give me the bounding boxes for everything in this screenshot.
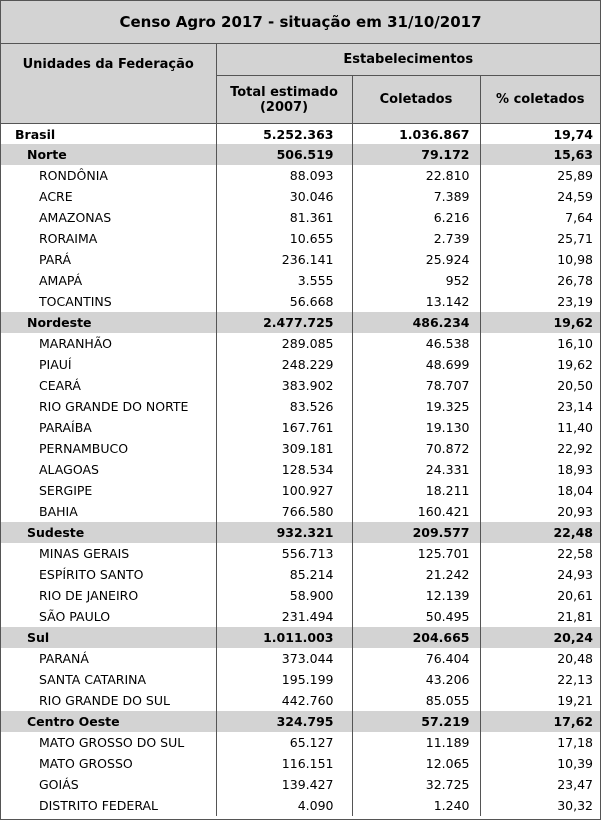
- row-coletados: 125.701: [352, 543, 480, 564]
- row-coletados: 21.242: [352, 564, 480, 585]
- row-pct-coletados: 18,04: [557, 483, 594, 498]
- row-coletados: 1.240: [352, 795, 480, 816]
- row-name: MATO GROSSO DO SUL: [1, 732, 216, 753]
- table-row: [1, 207, 600, 228]
- table-row: [1, 459, 600, 480]
- row-total-estimado: 289.085: [216, 333, 352, 354]
- row-coletados: 19.130: [352, 417, 480, 438]
- row-total-estimado: 85.214: [216, 564, 352, 585]
- table-row: [1, 669, 600, 690]
- row-pct-coletados: 20,24: [480, 627, 600, 648]
- row-coletados: 6.216: [352, 207, 480, 228]
- row-pct-coletados: 15,63: [480, 144, 600, 165]
- row-name: Centro Oeste: [1, 711, 216, 732]
- row-pct-coletados: 20,61: [557, 588, 594, 603]
- row-coletados: 160.421: [352, 501, 480, 522]
- row-name: MARANHÃO: [1, 333, 216, 354]
- brasil-row: [1, 124, 600, 145]
- row-total-estimado: 556.713: [216, 543, 352, 564]
- row-total-estimado: 139.427: [216, 774, 352, 795]
- row-coletados: 952: [352, 270, 480, 291]
- row-coletados: 22.810: [352, 165, 480, 186]
- row-coletados: 48.699: [352, 354, 480, 375]
- table-row: [1, 396, 600, 417]
- table-row: [1, 480, 600, 501]
- header-total-estimado-year: (2007): [259, 99, 309, 115]
- row-total-estimado: 231.494: [216, 606, 352, 627]
- row-coletados: 25.924: [352, 249, 480, 270]
- region-row: [1, 312, 600, 333]
- row-total-estimado: 236.141: [216, 249, 352, 270]
- row-pct-coletados: 20,48: [557, 651, 594, 666]
- row-name: PARAÍBA: [1, 417, 216, 438]
- row-name: RIO DE JANEIRO: [1, 585, 216, 606]
- row-total-estimado: 506.519: [216, 144, 352, 165]
- table-body: [1, 124, 600, 817]
- table-row: [1, 543, 600, 564]
- table-title: Censo Agro 2017 - situação em 31/10/2017: [1, 1, 600, 44]
- row-coletados: 12.139: [352, 585, 480, 606]
- row-coletados: 7.389: [352, 186, 480, 207]
- table-row: [1, 165, 600, 186]
- row-pct-coletados: 21,81: [557, 609, 594, 624]
- row-pct-coletados: 22,13: [557, 672, 594, 687]
- header-total-estimado-label: Total estimado: [230, 84, 338, 100]
- row-coletados: 76.404: [352, 648, 480, 669]
- row-total-estimado: 248.229: [216, 354, 352, 375]
- row-coletados: 19.325: [352, 396, 480, 417]
- row-total-estimado: 373.044: [216, 648, 352, 669]
- row-name: ESPÍRITO SANTO: [1, 564, 216, 585]
- header-pct-coletados: % coletados: [480, 76, 600, 124]
- row-name: GOIÁS: [1, 774, 216, 795]
- row-pct-coletados: 16,10: [557, 336, 594, 351]
- row-pct-coletados: 23,19: [557, 294, 594, 309]
- row-coletados: 32.725: [352, 774, 480, 795]
- row-pct-coletados: 23,14: [557, 399, 594, 414]
- row-coletados: 209.577: [352, 522, 480, 543]
- row-total-estimado: 88.093: [216, 165, 352, 186]
- row-pct-coletados: 20,50: [557, 378, 594, 393]
- row-coletados: 18.211: [352, 480, 480, 501]
- region-row: [1, 522, 600, 543]
- row-pct-coletados: 7,64: [565, 210, 594, 225]
- row-pct-coletados: 26,78: [557, 273, 594, 288]
- row-coletados: 70.872: [352, 438, 480, 459]
- region-row: [1, 627, 600, 648]
- row-total-estimado: 167.761: [216, 417, 352, 438]
- row-name: DISTRITO FEDERAL: [1, 795, 216, 816]
- row-total-estimado: 83.526: [216, 396, 352, 417]
- row-total-estimado: 81.361: [216, 207, 352, 228]
- row-pct-coletados: 18,93: [557, 462, 594, 477]
- row-total-estimado: 309.181: [216, 438, 352, 459]
- table-row: [1, 774, 600, 795]
- row-name: MINAS GERAIS: [1, 543, 216, 564]
- row-coletados: 57.219: [352, 711, 480, 732]
- row-coletados: 24.331: [352, 459, 480, 480]
- row-name: ALAGOAS: [1, 459, 216, 480]
- row-name: TOCANTINS: [1, 291, 216, 312]
- row-total-estimado: 932.321: [216, 522, 352, 543]
- row-pct-coletados: 19,74: [553, 126, 594, 142]
- row-coletados: 13.142: [352, 291, 480, 312]
- table-row: [1, 648, 600, 669]
- table-row: [1, 606, 600, 627]
- row-total-estimado: 1.011.003: [216, 627, 352, 648]
- table-row: [1, 732, 600, 753]
- row-total-estimado: 766.580: [216, 501, 352, 522]
- table-row: [1, 585, 600, 606]
- row-name: Norte: [1, 144, 216, 165]
- row-total-estimado: 10.655: [216, 228, 352, 249]
- row-pct-coletados: 19,62: [480, 312, 600, 333]
- census-table: [1, 1, 600, 816]
- row-coletados: 79.172: [352, 144, 480, 165]
- row-pct-coletados: 24,59: [557, 189, 594, 204]
- row-pct-coletados: 24,93: [557, 567, 594, 582]
- row-total-estimado: 2.477.725: [216, 312, 352, 333]
- row-coletados: 2.739: [352, 228, 480, 249]
- row-coletados: 1.036.867: [352, 124, 480, 145]
- table-row: [1, 291, 600, 312]
- row-name: RIO GRANDE DO NORTE: [1, 396, 216, 417]
- row-name: MATO GROSSO: [1, 753, 216, 774]
- row-coletados: 43.206: [352, 669, 480, 690]
- row-pct-coletados: 30,32: [557, 798, 594, 813]
- row-total-estimado: 383.902: [216, 375, 352, 396]
- row-name: PARÁ: [1, 249, 216, 270]
- row-name: Sudeste: [1, 522, 216, 543]
- row-name: AMAZONAS: [1, 207, 216, 228]
- row-coletados: 11.189: [352, 732, 480, 753]
- row-total-estimado: 30.046: [216, 186, 352, 207]
- row-pct-coletados: 17,18: [557, 735, 594, 750]
- row-coletados: 12.065: [352, 753, 480, 774]
- header-unidades: Unidades da Federação: [1, 44, 216, 124]
- row-name: AMAPÁ: [1, 270, 216, 291]
- row-total-estimado: 58.900: [216, 585, 352, 606]
- header-estabelecimentos: Estabelecimentos: [216, 44, 600, 76]
- row-pct-coletados: 10,39: [557, 756, 594, 771]
- row-name: RONDÔNIA: [1, 165, 216, 186]
- row-name: Sul: [1, 627, 216, 648]
- table-row: [1, 354, 600, 375]
- table-row: [1, 690, 600, 711]
- row-pct-coletados: 20,93: [557, 504, 594, 519]
- row-coletados: 85.055: [352, 690, 480, 711]
- table-row: [1, 375, 600, 396]
- header-coletados: Coletados: [352, 76, 480, 124]
- row-total-estimado: 4.090: [216, 795, 352, 816]
- row-pct-coletados: 19,21: [557, 693, 594, 708]
- row-coletados: 204.665: [352, 627, 480, 648]
- row-pct-coletados: 11,40: [557, 420, 594, 435]
- row-name: SANTA CATARINA: [1, 669, 216, 690]
- row-coletados: 46.538: [352, 333, 480, 354]
- table-row: [1, 333, 600, 354]
- row-pct-coletados: 10,98: [557, 252, 594, 267]
- table-row: [1, 501, 600, 522]
- row-pct-coletados: 22,92: [557, 441, 594, 456]
- row-total-estimado: 100.927: [216, 480, 352, 501]
- row-total-estimado: 116.151: [216, 753, 352, 774]
- row-pct-coletados: 25,71: [557, 231, 594, 246]
- row-name: ACRE: [1, 186, 216, 207]
- row-coletados: 78.707: [352, 375, 480, 396]
- row-name: PERNAMBUCO: [1, 438, 216, 459]
- row-total-estimado: 56.668: [216, 291, 352, 312]
- row-total-estimado: 128.534: [216, 459, 352, 480]
- region-row: [1, 144, 600, 165]
- row-name: RIO GRANDE DO SUL: [1, 690, 216, 711]
- table-row: [1, 438, 600, 459]
- row-name: BAHIA: [1, 501, 216, 522]
- row-pct-coletados: 22,48: [480, 522, 600, 543]
- table-row: [1, 795, 600, 816]
- row-name: SÃO PAULO: [1, 606, 216, 627]
- table-row: [1, 186, 600, 207]
- row-coletados: 486.234: [352, 312, 480, 333]
- region-row: [1, 711, 600, 732]
- row-name: Brasil: [1, 124, 216, 145]
- row-total-estimado: 65.127: [216, 732, 352, 753]
- row-coletados: 50.495: [352, 606, 480, 627]
- table-row: [1, 417, 600, 438]
- row-total-estimado: 324.795: [216, 711, 352, 732]
- row-pct-coletados: 25,89: [557, 168, 594, 183]
- row-pct-coletados: 22,58: [557, 546, 594, 561]
- row-pct-coletados: 19,62: [557, 357, 594, 372]
- row-total-estimado: 5.252.363: [216, 124, 352, 145]
- row-name: CEARÁ: [1, 375, 216, 396]
- table-row: [1, 228, 600, 249]
- row-name: PARANÁ: [1, 648, 216, 669]
- row-name: PIAUÍ: [1, 354, 216, 375]
- table-row: [1, 564, 600, 585]
- row-total-estimado: 442.760: [216, 690, 352, 711]
- row-name: SERGIPE: [1, 480, 216, 501]
- row-total-estimado: 3.555: [216, 270, 352, 291]
- row-name: RORAIMA: [1, 228, 216, 249]
- table-row: [1, 270, 600, 291]
- row-pct-coletados: 17,62: [480, 711, 600, 732]
- row-total-estimado: 195.199: [216, 669, 352, 690]
- table-row: [1, 753, 600, 774]
- table-row: [1, 249, 600, 270]
- row-pct-coletados: 23,47: [557, 777, 594, 792]
- header-total-estimado: [216, 76, 352, 124]
- row-name: Nordeste: [1, 312, 216, 333]
